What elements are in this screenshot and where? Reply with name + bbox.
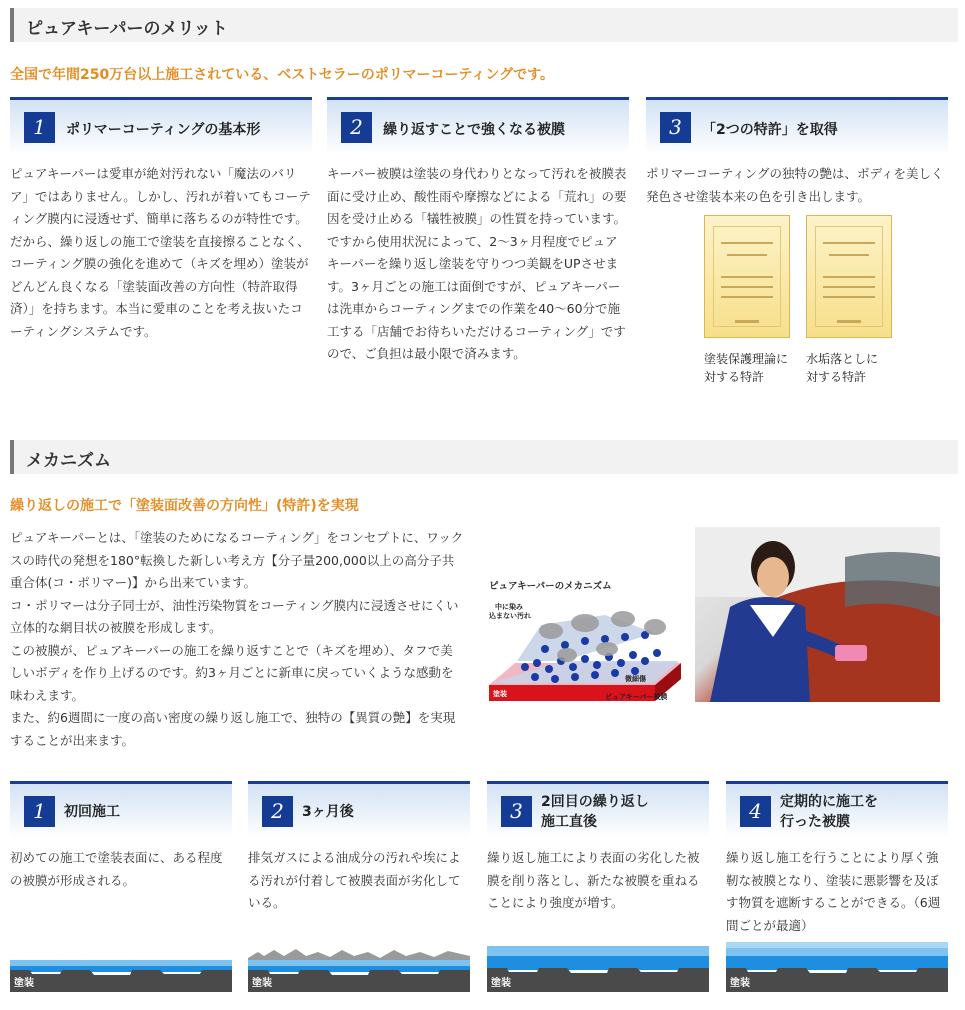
feature-title: 繰り返すことで強くなる被膜 <box>383 122 565 138</box>
feature-title: 「2つの特許」を取得 <box>702 122 838 138</box>
stage-text: 排気ガスによる油成分の汚れや埃による汚れが付着して被膜表面が劣化している。 <box>248 850 461 910</box>
stage-title: 定期的に施工を 行った被膜 <box>780 794 878 830</box>
feature-title: ポリマーコーティングの基本形 <box>66 122 261 138</box>
stage-number: 2 <box>262 796 293 827</box>
mechanism-diagram <box>485 575 688 715</box>
mechanism-text <box>10 527 465 752</box>
stage-text: 繰り返し施工を行うことにより厚く強靭な被膜となり、塗装に悪影響を及ぼす物質を遮断することができる。（6週間ごとが最適） <box>726 850 941 933</box>
stage-card-1 <box>10 781 232 888</box>
patent-certificate-1 <box>704 215 794 386</box>
stage-number: 3 <box>501 796 532 827</box>
stage-header <box>248 781 470 838</box>
mechanism-lead: 繰り返しの施工で「塗装面改善の方向性」(特許)を実現 <box>10 498 359 514</box>
stage-title: 2回目の繰り返し 施工直後 <box>541 794 649 830</box>
stage-card-3 <box>487 781 709 910</box>
stage-header <box>10 781 232 838</box>
stage-film-strip-4 <box>726 940 948 992</box>
feature-text <box>10 163 312 343</box>
stage-number: 4 <box>740 796 771 827</box>
stage-text: 繰り返し施工により表面の劣化した被膜を削り落とし、新たな被膜を重ねることにより強度が増す。 <box>487 850 700 910</box>
stage-number: 1 <box>24 796 55 827</box>
stage-title: 初回施工 <box>64 804 120 820</box>
stage-film-strip-3 <box>487 940 709 992</box>
strip-label: 塗装 <box>730 978 750 989</box>
diagram-title: ピュアキーパーのメカニズム <box>489 581 612 592</box>
feature-number: 2 <box>341 112 372 143</box>
stage-text: 初めての施工で塗装表面に、ある程度の被膜が形成される。 <box>10 850 223 888</box>
strip-label: 塗装 <box>252 978 272 989</box>
stage-film-strip-1 <box>10 940 232 992</box>
stage-header <box>487 781 709 838</box>
stage-card-2 <box>248 781 470 910</box>
feature-header <box>10 97 312 155</box>
feature-text-content: ポリマーコーティングの独特の艶は、ボディを美しく発色させ塗装本来の色を引き出します。 <box>646 166 944 204</box>
merit-section-title: ピュアキーパーのメリット <box>10 8 958 42</box>
feature-card-2 <box>327 97 629 366</box>
mechanism-diagram-svg <box>485 575 688 715</box>
diagram-label-scratch: 微細傷 <box>625 675 646 683</box>
feature-card-3 <box>646 97 948 208</box>
feature-text <box>646 163 948 208</box>
feature-header <box>327 97 629 155</box>
stage-card-4 <box>726 781 948 933</box>
certificate-image <box>704 215 790 338</box>
diagram-label-film: ピュアキーパー被膜 <box>605 693 668 701</box>
merit-lead: 全国で年間250万台以上施工されている、ベストセラーのポリマーコーティングです。 <box>10 67 555 83</box>
mechanism-section-title: メカニズム <box>10 440 958 474</box>
strip-label: 塗装 <box>14 978 34 989</box>
strip-label: 塗装 <box>491 978 511 989</box>
feature-number: 1 <box>24 112 55 143</box>
patent-caption: 塗装保護理論に 対する特許 <box>704 352 789 384</box>
feature-text-content: キーパー被膜は塗装の身代わりとなって汚れを被膜表面に受け止め、酸性雨や摩擦などによる「荒れ」の要因を受け止める「犠牲被膜」の性質を持っています。 ですから使用状況によって、2〜3ヶ月程度でピュアキーパーを繰り返し塗装を守りつつ美観をUPさせます。3ヶ月ごとの施工は面倒ですが、ピュアキーパーは洗車からコーティングまでの作業を40〜60分で施工する「店舗でお待ちいただけるコーティング」ですので、ご負担は最小限で済みます。 <box>327 166 627 361</box>
patent-caption: 水垢落としに 対する特許 <box>806 352 879 384</box>
feature-header <box>646 97 948 155</box>
coating-work-photo <box>695 527 940 702</box>
mechanism-text-content: ピュアキーパーとは、「塗装のためになるコーティング」をコンセプトに、ワックスの時代の発想を180°転換した新しい考え方【分子量200,000以上の高分子共重合体(コ・ポリマー)】から出来ています。 コ・ポリマーは分子同士が、油性汚染物質をコーティング膜内に浸透させにくい立体的な網目状の被膜を形成します。 この被膜が、ピュアキーパーの施工を繰り返すことで（キズを埋め）、タフで美しいボディを作り上げるのです。約3ヶ月ごとに新車に戻っていくような感動を味わえます。 また、約6週間に一度の高い密度の繰り返し施工で、独特の【異質の艶】を実現することが出来ます。 <box>10 530 464 748</box>
stage-header <box>726 781 948 838</box>
feature-number: 3 <box>660 112 691 143</box>
feature-text-content: ピュアキーパーは愛車が絶対汚れない「魔法のバリア」ではありません。しかし、汚れが着いてもコーティング膜内に浸透せず、簡単に落ちるのが特性です。 だから、繰り返しの施工で塗装を直接擦ることなく、コーティング膜の強化を進めて（キズを埋め）塗装がどんどん良くなる「塗装面改善の方向性（特許取得済）」を持ちます。本当に愛車のことを考え抜いたコーティングシステムです。 <box>10 166 311 339</box>
feature-text <box>327 163 629 366</box>
photo-illustration <box>695 527 940 702</box>
patent-certificate-2 <box>806 215 896 386</box>
stage-title: 3ヶ月後 <box>302 804 354 820</box>
diagram-label-stain: 中に染み込まない汚れ <box>489 603 531 620</box>
diagram-label-paint: 塗装 <box>493 690 507 698</box>
feature-card-1 <box>10 97 312 343</box>
stage-film-strip-2 <box>248 940 470 992</box>
certificate-image <box>806 215 892 338</box>
